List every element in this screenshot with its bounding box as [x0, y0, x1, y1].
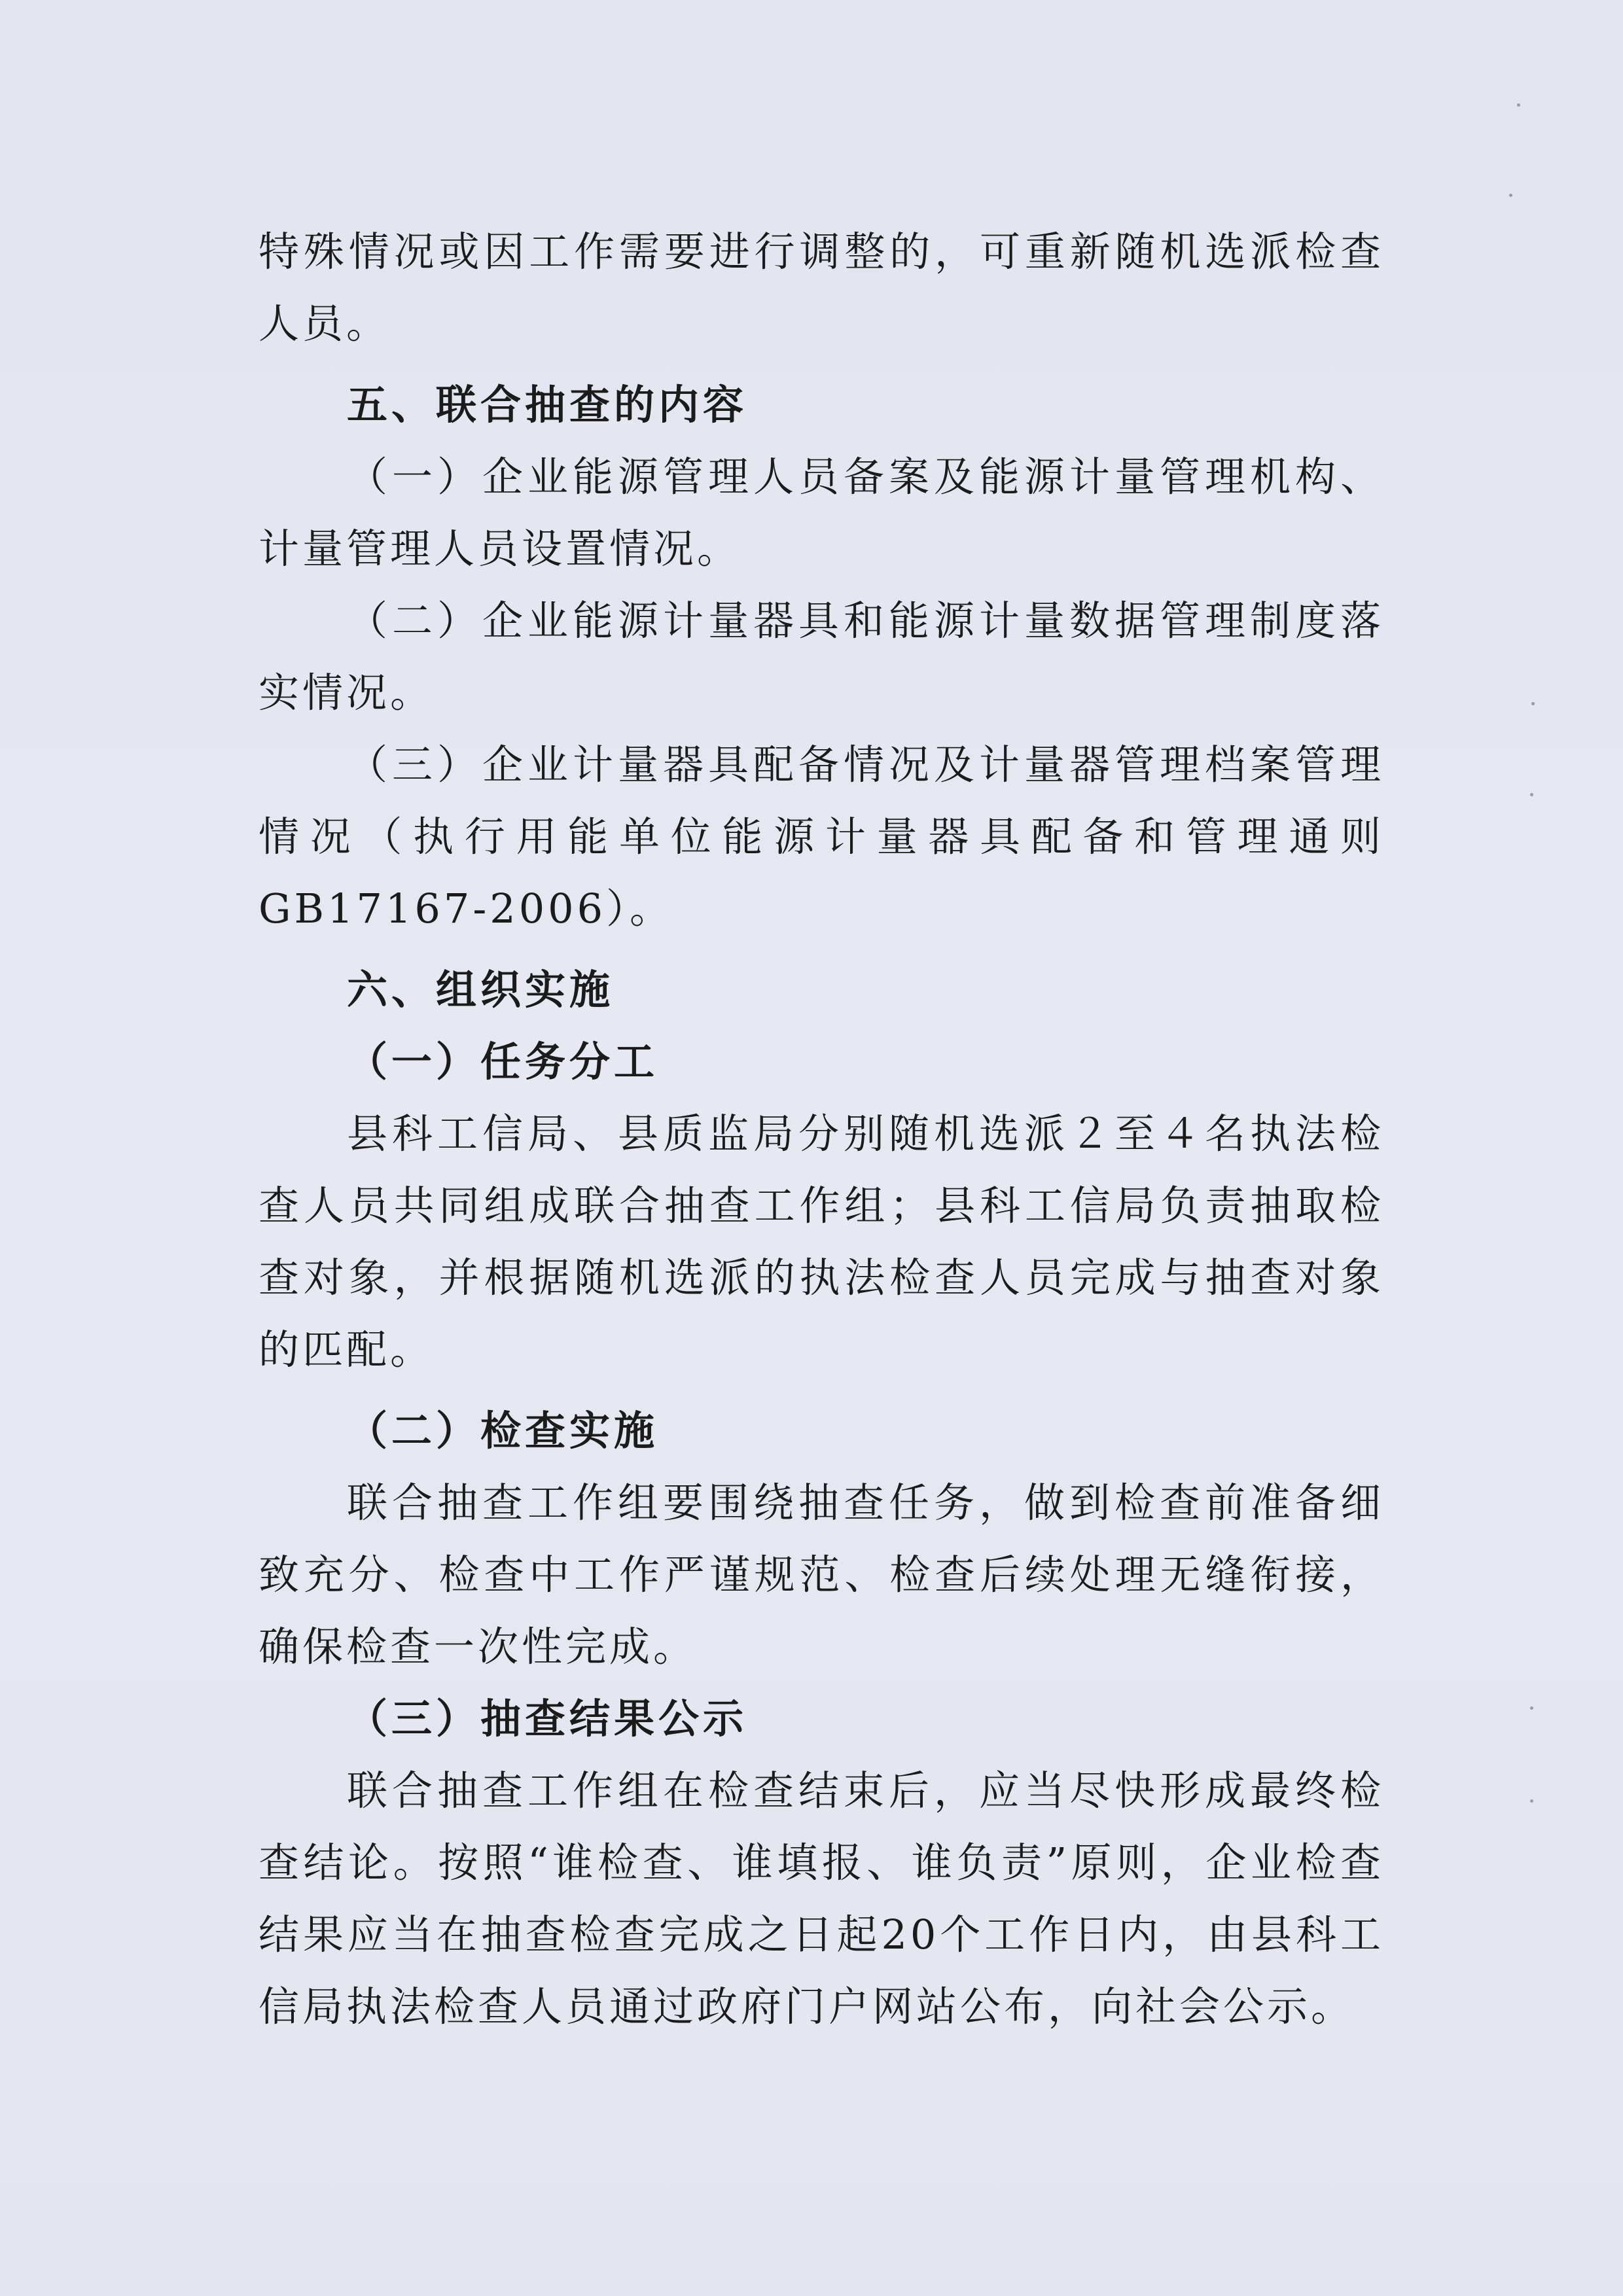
- scan-speck: [1530, 1706, 1533, 1710]
- scan-speck: [1531, 702, 1535, 705]
- subheading-task-division: （一）任务分工: [347, 1038, 659, 1086]
- section-heading-implementation: 六、组织实施: [347, 966, 615, 1014]
- paragraph-item-two: （二）企业能源计量器具和能源计量数据管理制度落实情况。: [259, 597, 1384, 716]
- paragraph-personnel-adjustment: 特殊情况或因工作需要进行调整的，可重新随机选派检查人员。: [259, 228, 1384, 347]
- document-body: [259, 216, 1384, 2043]
- paragraph-task-division: 县科工信局、县质监局分别随机选派２至４名执法检查人员共同组成联合抽查工作组；县科工信局负责抽取检查对象，并根据随机选派的执法检查人员完成与抽查对象的匹配。: [259, 1110, 1384, 1373]
- scan-speck: [1517, 103, 1520, 107]
- paragraph-inspection-implementation: 联合抽查工作组要围绕抽查任务，做到检查前准备细致充分、检查中工作严谨规范、检查后续处理无缝衔接，确保检查一次性完成。: [259, 1479, 1384, 1670]
- paragraph-result-publication: 联合抽查工作组在检查结束后，应当尽快形成最终检查结论。按照“谁检查、谁填报、谁负责”原则，企业检查结果应当在抽查检查完成之日起20个工作日内，由县科工信局执法检查人员通过政府门户网站公布，向社会公示。: [259, 1767, 1384, 2030]
- paragraph-item-three: （三）企业计量器具配备情况及计量器管理档案管理情况（执行用能单位能源计量器具配备和管理通则GB17167-2006）。: [259, 741, 1384, 932]
- subheading-result-publication: （三）抽查结果公示: [347, 1695, 748, 1742]
- scan-speck: [1530, 793, 1533, 796]
- subheading-inspection-implementation: （二）检查实施: [347, 1407, 659, 1455]
- scan-speck: [1509, 194, 1512, 197]
- scan-speck: [1530, 1799, 1533, 1803]
- paragraph-item-one: （一）企业能源管理人员备案及能源计量管理机构、计量管理人员设置情况。: [259, 453, 1384, 573]
- section-heading-inspection-content: 五、联合抽查的内容: [347, 381, 748, 429]
